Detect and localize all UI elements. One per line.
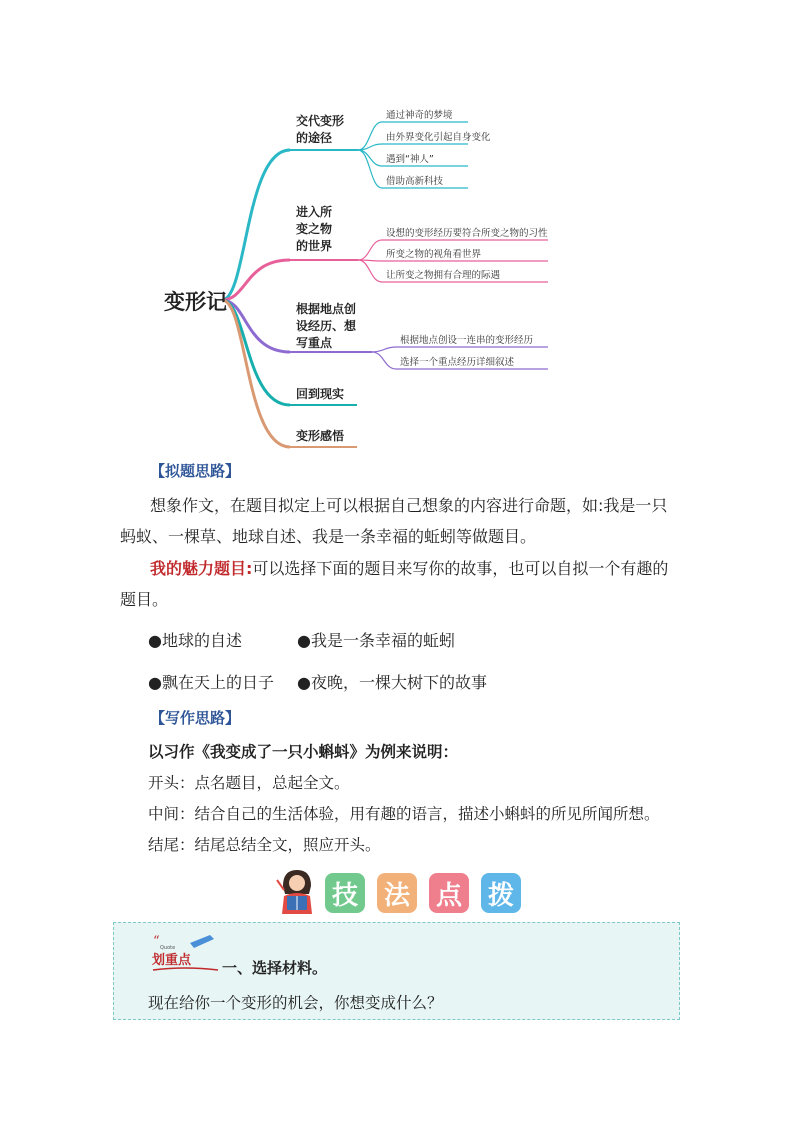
mind-map-branch-label: 的世界 [296, 239, 333, 253]
title-option: ●地球的自述 [148, 631, 242, 650]
svg-text:“: “ [153, 934, 160, 949]
charm-title-label: 我的魅力题目: [150, 559, 253, 578]
title-option: ●我是一条幸福的蚯蚓 [297, 631, 455, 650]
section-heading-title-ideas: 【拟题思路】 [150, 462, 241, 480]
mind-map-leaf-label: 借助高新科技 [386, 176, 444, 187]
mind-map-branch-label: 写重点 [296, 336, 333, 350]
svg-text:划重点: 划重点 [152, 953, 192, 968]
mind-map-leaf-label: 遇到“神人” [386, 154, 434, 165]
tips-tile: 法 [377, 873, 417, 913]
tips-tile: 技 [325, 873, 365, 913]
mind-map-leaf-label: 根据地点创设一连串的变形经历 [400, 335, 534, 346]
mind-map-branch-label: 设经历、想 [296, 319, 357, 333]
writing-example-intro: 以习作《我变成了一只小蝌蚪》为例来说明： [148, 743, 459, 761]
writing-step-middle: 中间：结合自己的生活体验，用有趣的语言，描述小蝌蚪的所见所闻所想。 [148, 805, 660, 823]
section-heading-writing-ideas: 【写作思路】 [150, 709, 241, 727]
mind-map-leaf-label: 由外界变化引起自身变化 [386, 132, 491, 143]
mind-map-leaf-label: 让所变之物拥有合理的际遇 [386, 270, 501, 281]
mind-map-leaf-label: 设想的变形经历要符合所变之物的习性 [386, 228, 548, 239]
mind-map-leaf-label: 通过神奇的梦境 [386, 110, 453, 121]
mind-map-branch-label: 的途径 [296, 131, 333, 145]
title-ideas-paragraph: 想象作文，在题目拟定上可以根据自己想象的内容进行命题，如:我是一只蚂蚁、一棵草、地球自述、我是一条幸福的蚯蚓等做题目。 [120, 496, 668, 546]
mind-map-branch-label: 回到现实 [296, 387, 345, 401]
highlight-badge [150, 933, 220, 973]
mind-map-leaf-connector [372, 347, 396, 352]
mind-map-branch-label: 根据地点创 [296, 302, 357, 316]
mind-map-leaf-label: 选择一个重点经历详细叙述 [400, 357, 515, 368]
tips-tile: 拨 [481, 873, 521, 913]
writing-step-start: 开头：点名题目，总起全文。 [148, 774, 350, 792]
teacher-illustration [275, 866, 319, 914]
mind-map-leaf-connector [372, 352, 396, 369]
mind-map-leaf-connector [358, 150, 382, 166]
mind-map-leaf-connector [358, 122, 382, 150]
mind-map-branch-line [222, 260, 290, 300]
focus-box-title: 一、选择材料。 [222, 959, 328, 977]
svg-text:Quote: Quote [160, 945, 176, 951]
tips-banner [325, 873, 521, 913]
mind-map-branch-label: 变之物 [296, 222, 333, 236]
mind-map-leaf-label: 所变之物的视角看世界 [386, 249, 482, 260]
mind-map-leaf-connector [358, 240, 382, 260]
mind-map-leaf-connector [358, 260, 382, 282]
tips-tile: 点 [429, 873, 469, 913]
title-option: ●夜晚，一棵大树下的故事 [297, 673, 487, 692]
charm-title-text: 可以选择下面的题目来写你的故事，也可以自拟一个有趣的题目。 [120, 559, 669, 609]
mind-map [0, 0, 794, 460]
mind-map-branch-label: 变形感悟 [296, 429, 345, 443]
title-option: ●飘在天上的日子 [148, 673, 274, 692]
charm-title-paragraph [120, 553, 680, 615]
mind-map-branch-label: 交代变形 [296, 114, 345, 128]
mind-map-branch-line [222, 150, 290, 300]
writing-step-end: 结尾：结尾总结全文，照应开头。 [148, 836, 381, 854]
mind-map-leaf-connector [358, 150, 382, 188]
mind-map-center-title: 变形记 [164, 290, 227, 314]
mind-map-branch-label: 进入所 [296, 205, 333, 219]
focus-box-text: 现在给你一个变形的机会，你想变成什么？ [148, 994, 443, 1012]
